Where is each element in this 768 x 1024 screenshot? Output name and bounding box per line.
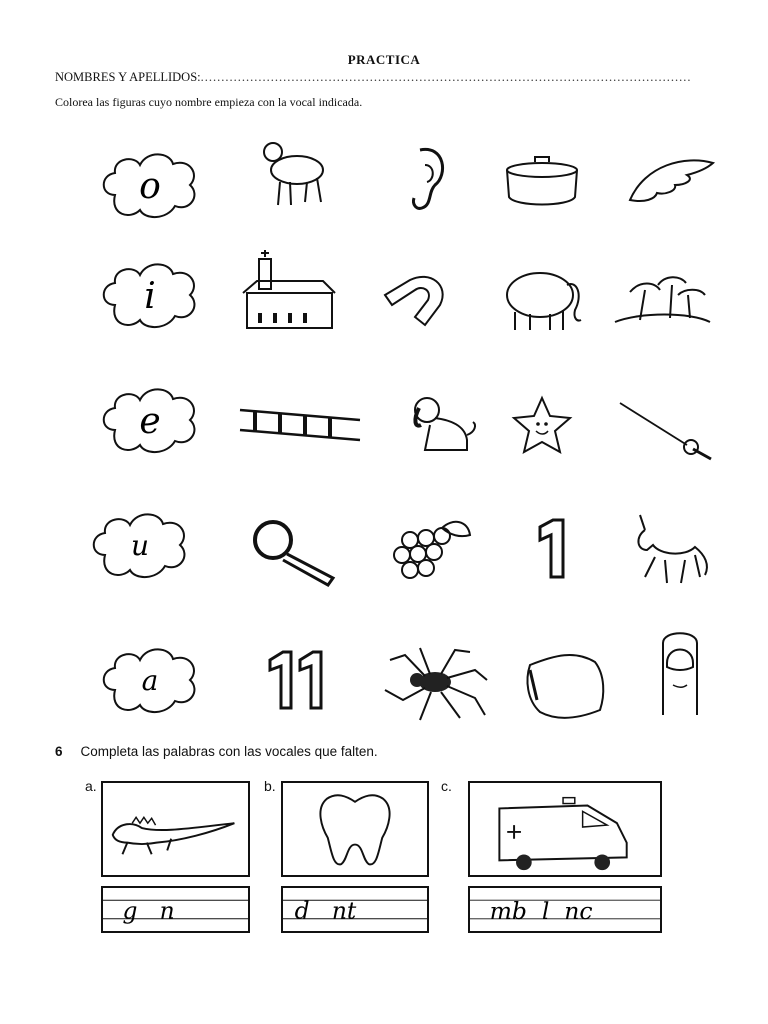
vowel-letter: o <box>139 166 161 207</box>
cloud-vowel-u <box>85 500 195 595</box>
item-b-label: b. <box>264 778 276 794</box>
pillow-icon <box>515 640 625 735</box>
item-a-label: a. <box>85 778 97 794</box>
writing-box-c[interactable] <box>468 886 662 933</box>
star-icon <box>505 380 615 475</box>
tooth-icon <box>283 783 427 875</box>
section6-instruction: Completa las palabras con las vocales que falten. <box>80 744 378 759</box>
spider-icon <box>375 640 495 735</box>
magnifier-icon <box>245 510 355 605</box>
writing-box-b[interactable] <box>281 886 429 933</box>
iguana-picture-box <box>101 781 250 877</box>
word-b: d nt <box>294 896 357 925</box>
grapes-icon <box>380 500 490 595</box>
ear-icon <box>370 130 480 225</box>
ambulance-icon <box>470 783 660 875</box>
church-icon <box>235 245 345 340</box>
vowel-letter: e <box>139 401 161 442</box>
page-title: PRACTICA <box>347 52 421 67</box>
instruction-text: Colorea las figuras cuyo nombre empieza con la vocal indicada. <box>55 95 363 109</box>
wing-icon <box>615 135 725 230</box>
island-icon <box>610 250 720 345</box>
item-c-label: c. <box>441 778 452 794</box>
vowel-letter: a <box>141 664 159 697</box>
section6-number: 6 <box>55 744 63 759</box>
unicorn-icon <box>615 505 725 600</box>
cloud-vowel-i <box>95 250 205 345</box>
section6-heading <box>55 744 378 759</box>
elephant-icon <box>495 250 605 345</box>
tooth-picture-box <box>281 781 429 877</box>
pot-icon <box>495 135 605 230</box>
number-one-icon <box>505 505 615 600</box>
vowel-letter: i <box>144 276 156 317</box>
cloud-vowel-e <box>95 375 205 470</box>
eleven-icon <box>255 640 365 735</box>
dog-icon <box>395 380 505 475</box>
iguana-icon <box>103 783 248 875</box>
sheep-icon <box>245 130 355 225</box>
cloud-vowel-a <box>95 635 205 730</box>
word-a: g n <box>122 896 175 925</box>
vowel-letter: u <box>130 529 150 562</box>
ladder-icon <box>235 380 365 475</box>
name-field[interactable] <box>55 70 703 85</box>
word-c: mb l nc <box>489 896 593 925</box>
writing-box-a[interactable] <box>101 886 250 933</box>
name-dotted-line: ....................................................................................................................... <box>200 70 692 84</box>
name-label: NOMBRES Y APELLIDOS: <box>55 70 201 84</box>
sword-icon <box>615 385 725 480</box>
cloud-vowel-o <box>95 140 205 235</box>
fingernail-icon <box>625 625 735 720</box>
magnet-icon <box>370 245 480 340</box>
ambulance-picture-box <box>468 781 662 877</box>
